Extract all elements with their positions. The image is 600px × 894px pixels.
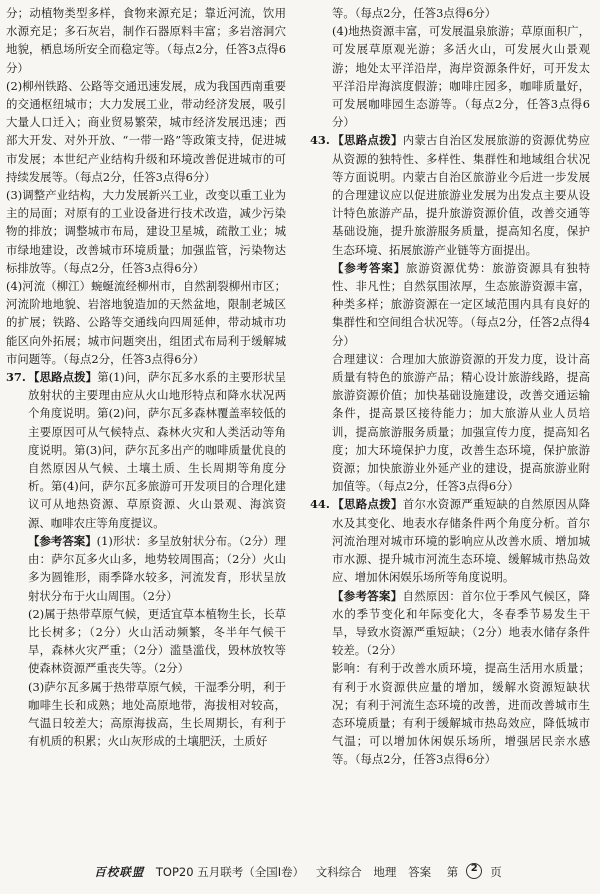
hint-text: 首尔水资源严重短缺的自然原因从降水及其变化、地表水存储条件两个角度分析。首尔河流治理对城市环境的影响应从改善水质、增加城市水源、提升城市河流生态环境、缓解城市热岛效应、增加休闲娱乐场所等角度说明。 xyxy=(332,497,590,585)
question-44 xyxy=(310,495,590,586)
exam-title: TOP20 五月联考（全国Ⅰ卷） xyxy=(155,865,305,879)
subject-sub: 地理 xyxy=(373,865,397,879)
paragraph: (4)河流（柳江）蜿蜒流经柳州市，自然割裂柳州市区；河流阶地地貌、岩溶地貌造加的天然盆地，限制老城区的扩展；铁路、公路等交通线向四周延伸，带动城市功能区向外拓展；城市问题突出，组团式布局利于缓解城市问题等。（每点2分，任答3点得6分） xyxy=(6,279,286,366)
answer-text: 旅游资源优势：旅游资源具有独特性、非凡性；自然氛围浓厚，生态旅游资源丰富，种类多样；旅游资源在一定区域范围内具有良好的集群性和空间组合状况等。（每点2分，任答2点得4分） xyxy=(332,260,590,348)
hint-tag: 【思路点拨】 xyxy=(332,133,403,148)
answer-tag: 【参考答案】 xyxy=(28,533,97,548)
question-37 xyxy=(6,368,286,532)
hint-text: 第(1)问，萨尔瓦多水系的主要形状呈放射状的主要理由应从火山地形特点和降水状况两个角度说明。第(2)问，萨尔瓦多森林覆盖率较低的主要原因可从气候特点、森林火灾和人类活动等角度说明。第(3)问，萨尔瓦多出产的咖啡质量优良的自然原因从气候、土壤土质、生长周期等角度分析。第(4)问，萨尔瓦多旅游可开发项目的合理化建议可从地热资源、草原资源、火山景观、海滨资源、咖啡农庄等角度提议。 xyxy=(28,370,286,530)
answer-tag: 【参考答案】 xyxy=(332,588,403,603)
paragraph: (3)调整产业结构，大力发展新兴工业，改变以重工业为主的局面；对原有的工业设备进行技术改造，减少污染物的排放；调整城市布局，建设卫星城，疏散工业；城市绿地建设，改善城市环境质量；加强监管，污染物达标排放等。（每点2分，任答3点得6分） xyxy=(6,188,286,275)
question-43 xyxy=(310,131,590,258)
answer-block xyxy=(310,587,590,660)
page-number: 2 xyxy=(470,863,478,874)
page-circle xyxy=(466,863,482,879)
answer-text: 合理建议：合理加大旅游资源的开发力度，设计高质量有特色的旅游产品；精心设计旅游线路，提高旅游资源价值；加快基础设施建设，改善交通运输条件，提高景区接待能力；加大旅游从业人员培训，提高旅游服务质量；加强宣传力度，提高知名度；加大环境保护力度，改善生态环境，保护旅游资源；加快旅游业外延产业的建设，提高旅游业附加值等。（每点2分，任答3点得6分） xyxy=(332,351,590,494)
question-number: 43. xyxy=(310,133,330,148)
page-prefix: 第 xyxy=(446,865,459,879)
answer-text: 自然原因：首尔位于季风气候区，降水的季节变化和年际变化大，冬春季节易发生干旱，导致水资源严重短缺；（2分）地表水储存条件较差。（2分） xyxy=(332,588,590,658)
page-suffix: 页 xyxy=(490,865,502,879)
answer-block xyxy=(310,259,590,350)
answer-text: (2)属于热带草原气候，更适宜草本植物生长，长草比长树多；（2分）火山活动频繁，冬半年气候干旱，森林火灾严重；（2分）滥垦滥伐，毁林放牧等使森林资源严重丧失等。（2分） xyxy=(28,606,286,676)
paragraph: 分；动植物类型多样，食物来源充足；靠近河流，饮用水源充足；多石灰岩，制作石器原料丰富；多岩溶洞穴地貌，栖息场所安全而稳定等。（每点2分，任答3点得6分） xyxy=(6,6,286,75)
left-column xyxy=(6,4,286,750)
hint-text: 内蒙古自治区发展旅游的资源优势应从资源的独特性、多样性、集群性和地域组合状况等方面说明。内蒙古自治区旅游业今后进一步发展的合理建议应以促进旅游业发展为出发点主要从设计特色旅游产品，提升旅游资源价值，改善交通等基础设施，提升旅游服务质量，提高知名度，保护生态环境、拓展旅游产业链等方面提出。 xyxy=(332,133,590,257)
answer-block xyxy=(6,532,286,605)
question-number: 37. xyxy=(6,370,26,385)
answer-label: 答案 xyxy=(408,865,432,879)
paragraph: (4)地热资源丰富，可发展温泉旅游；草原面积广，可发展草原观光游；多活火山，可发展火山景观游；地处太平洋沿岸，海岸资源条件好，可开发太平洋沿岸海滨度假游；咖啡庄园多，咖啡质量好，可发展咖啡园生态游等。（每点2分，任答3点得6分） xyxy=(332,24,590,130)
answer-tag: 【参考答案】 xyxy=(332,260,406,275)
answer-text: (1)形状：多呈放射状分布。（2分）理由：萨尔瓦多火山多，地势较周围高；（2分）火山多为圆锥形，雨季降水较多，河流发育，形状呈放射状分布于火山周围。（2分） xyxy=(28,533,286,603)
brand-logo: 百校联盟 xyxy=(94,865,145,879)
paragraph: 等。（每点2分，任答3点得6分） xyxy=(332,6,497,20)
page-footer xyxy=(0,863,600,885)
hint-tag: 【思路点拨】 xyxy=(332,497,403,512)
page-indicator xyxy=(443,865,506,879)
answer-text: (3)萨尔瓦多属于热带草原气候，干湿季分明，利于咖啡生长和成熟；地处高原地带，海拔相对较高，气温日较差大；高原海拔高，生长周期长，有利于有机质的积累；火山灰形成的土壤肥沃，土质好 xyxy=(28,679,286,749)
paragraph: (2)柳州铁路、公路等交通迅速发展，成为我国西南重要的交通枢纽城市；大力发展工业，带动经济发展，吸引大量人口迁入；商业贸易繁荣，城市经济发展迅速；西部大开发、对外开放、“一带一路”等政策支持，促进城市发展；本世纪产业结构升级和环境改善促进城市的可持续发展等。（每点2分，任答3点得6分） xyxy=(6,78,286,184)
question-number: 44. xyxy=(310,497,330,512)
answer-text: 影响：有利于改善水质环境，提高生活用水质量；有利于水资源供应量的增加，缓解水资源短缺状况；有利于河流生态环境的改善，进而改善城市生态环境质量；有利于缓解城市热岛效应，降低城市气温；可以增加休闲娱乐场所，增强居民亲水感等。（每点2分，任答3点得6分） xyxy=(332,661,590,767)
subject-label: 文科综合 xyxy=(315,865,362,879)
right-column xyxy=(310,4,590,769)
hint-tag: 【思路点拨】 xyxy=(28,370,98,385)
